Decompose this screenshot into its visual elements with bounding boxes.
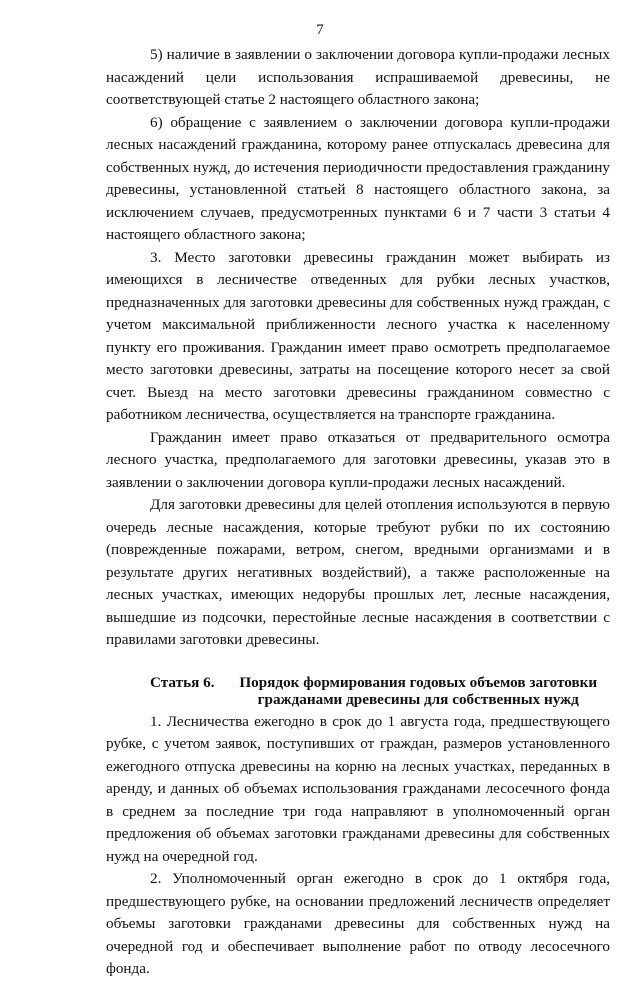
paragraph-part-3: 3. Место заготовки древесины гражданин может выбирать из имеющихся в лесничестве отведенных для рубки лесных участков, предназначенных для заготовки древесины для собственных нужд граждан, с учетом максимальной приближенности лесного участка к населенному пункту его проживания. Гражданин имеет право осмотреть предполагаемое место заготовки древесины, затраты на посещение которого несет за свой счет. Выезд на место заготовки древесины гражданином совместно с работником лесничества, осуществляется на транспорте гражданина. xyxy=(106,248,610,423)
paragraph-heating-wood: Для заготовки древесины для целей отопления используются в первую очередь лесные насаждения, которые требуют рубки по их состоянию (поврежденные пожарами, ветром, снегом, вредными организмами и в результате других негативных воздействий), а также расположенные на лесных участках, имеющих недорубы прошлых лет, лесные насаждения, вышедшие из подсочки, перестойные лесные насаждения в соответствии с правилами заготовки древесины. xyxy=(106,496,610,648)
page-number: 7 xyxy=(316,22,324,38)
article-paragraph-2: 2. Уполномоченный орган ежегодно в срок до 1 октября года, предшествующего рубке, на основании предложений лесничеств определяет объемы заготовки гражданами древесины для собственных нужд на очередной год и обеспечивает выполнение работ по отводу лесосечного фонда. xyxy=(106,870,610,977)
paragraph-item-6: 6) обращение с заявлением о заключении договора купли-продажи лесных насаждений гражданина, которому ранее отпускалась древесина для собственных нужд, до истечения периодичности предоставления гражданину древесины, установленной статьей 8 настоящего областного закона, за исключением случаев, предусмотренных пунктами 6 и 7 части 3 статьи 4 настоящего областного закона; xyxy=(106,113,610,243)
article-label: Статья 6. xyxy=(150,673,215,691)
article-paragraph-1: 1. Лесничества ежегодно в срок до 1 августа года, предшествующего рубке, с учетом заявок, поступивших от граждан, размеров установленного ежегодного отпуска древесины на корню на лесных участках, переданных в аренду, и данных об объемах использования гражданами лесосечного фонда в среднем за последние три года направляют в уполномоченный орган предложения об объемах заготовки гражданами древесины для собственных нужд на очередной год. xyxy=(106,712,610,865)
article-heading xyxy=(106,674,610,708)
article-title: Порядок формирования годовых объемов заготовки гражданами древесины для собственных нужд xyxy=(239,673,598,708)
document-body xyxy=(106,44,610,981)
paragraph-refuse-inspection: Гражданин имеет право отказаться от предварительного осмотра лесного участка, предполагаемого для заготовки древесины, указав это в заявлении о заключении договора купли-продажи лесных насаждений. xyxy=(106,428,610,491)
paragraph-item-5: 5) наличие в заявлении о заключении договора купли-продажи лесных насаждений цели использования испрашиваемой древесины, не соответствующей статье 2 настоящего областного закона; xyxy=(106,46,610,108)
